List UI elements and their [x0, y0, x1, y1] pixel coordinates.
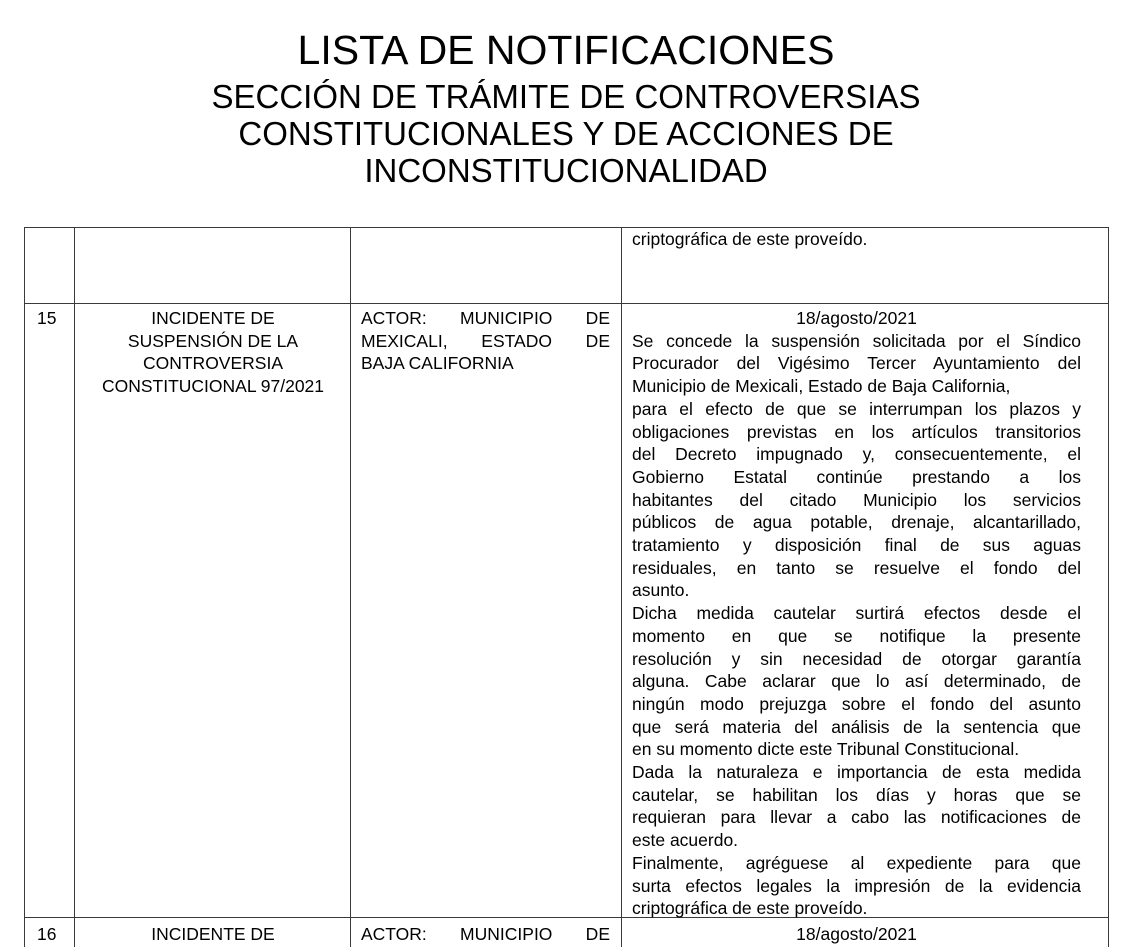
incident-line: CONTROVERSIA	[142, 353, 284, 374]
page-title: LISTA DE NOTIFICACIONES	[297, 27, 835, 73]
section-title-line: SECCIÓN DE TRÁMITE DE CONTROVERSIAS	[211, 78, 921, 115]
next-row-incident: INCIDENTE DE	[151, 924, 275, 944]
actor-line: BAJA CALIFORNIA	[361, 353, 514, 374]
document-header	[0, 28, 1125, 189]
next-row-number: 16	[37, 924, 57, 944]
column-divider	[74, 227, 75, 947]
table-border-right	[1108, 227, 1109, 947]
section-title	[0, 78, 1125, 189]
agreement-line: asunto.	[632, 580, 690, 601]
agreement-line: este acuerdo.	[632, 830, 739, 851]
agreement-line: alguna. Cabe aclarar que lo así determinado, de	[632, 671, 1081, 692]
agreement-line: Se concede la suspensión solicitada por el Síndico	[632, 330, 1081, 351]
agreement-line: Procurador del Vigésimo Tercer Ayuntamiento del	[632, 353, 1081, 374]
agreement-line: que será materia del análisis de la sentencia que	[632, 716, 1081, 737]
actor-cell	[361, 307, 610, 375]
agreement-line: Dicha medida cautelar surtirá efectos desde el	[632, 603, 1081, 624]
agreement-line: resolución y sin necesidad de otorgar garantía	[632, 648, 1081, 669]
agreement-line: momento en que se notifique la presente	[632, 625, 1081, 646]
agreement-cell	[632, 307, 1081, 920]
next-row-actor: ACTOR: MUNICIPIO DE	[361, 924, 610, 944]
column-divider	[350, 227, 351, 947]
previous-row-detail: criptográfica de este proveído.	[632, 229, 868, 249]
agreement-line: ningún modo prejuzga sobre el fondo del asunto	[632, 693, 1081, 714]
agreement-line: tratamiento y disposición final de sus aguas	[632, 535, 1081, 556]
agreement-line: públicos de agua potable, drenaje, alcantarillado,	[632, 512, 1081, 533]
actor-line: ACTOR: MUNICIPIO DE	[361, 308, 610, 328]
agreement-line: requieran para llevar a cabo las notificaciones de	[632, 807, 1081, 828]
notifications-table	[24, 227, 1109, 947]
incident-line: CONSTITUCIONAL 97/2021	[101, 376, 325, 397]
agreement-line: Municipio de Mexicali, Estado de Baja California,	[632, 376, 1011, 397]
section-title-line: CONSTITUCIONALES Y DE ACCIONES DE	[238, 115, 894, 152]
row-number: 15	[37, 308, 57, 328]
agreement-line: cautelar, se habilitan los días y horas que se	[632, 784, 1081, 805]
actor-line: MEXICALI, ESTADO DE	[361, 330, 610, 351]
agreement-line: criptográfica de este proveído.	[632, 898, 868, 919]
row-divider	[24, 303, 1109, 304]
agreement-line: surta efectos legales la impresión de la evidencia	[632, 875, 1081, 896]
agreement-line: Dada la naturaleza e importancia de esta medida	[632, 762, 1081, 783]
incident-cell	[76, 307, 350, 398]
incident-line: INCIDENTE DE	[151, 308, 275, 328]
next-row-date: 18/agosto/2021	[796, 924, 917, 944]
agreement-line: Finalmente, agréguese al expediente para que	[632, 852, 1081, 873]
column-divider	[621, 227, 622, 947]
agreement-line: residuales, en tanto se resuelve el fondo del	[632, 557, 1081, 578]
agreement-line: en su momento dicte este Tribunal Constitucional.	[632, 739, 1020, 760]
section-title-line: INCONSTITUCIONALIDAD	[364, 152, 768, 189]
agreement-line: habitantes del citado Municipio los servicios	[632, 489, 1081, 510]
agreement-date: 18/agosto/2021	[796, 308, 917, 328]
agreement-line: Gobierno Estatal continúe prestando a los	[632, 466, 1081, 487]
agreement-line: obligaciones previstas en los artículos transitorios	[632, 421, 1081, 442]
agreement-line: del Decreto impugnado y, consecuentemente, el	[632, 444, 1081, 465]
incident-line: SUSPENSIÓN DE LA	[127, 330, 299, 351]
table-border-left	[24, 227, 25, 947]
agreement-line: para el efecto de que se interrumpan los plazos y	[632, 398, 1081, 419]
